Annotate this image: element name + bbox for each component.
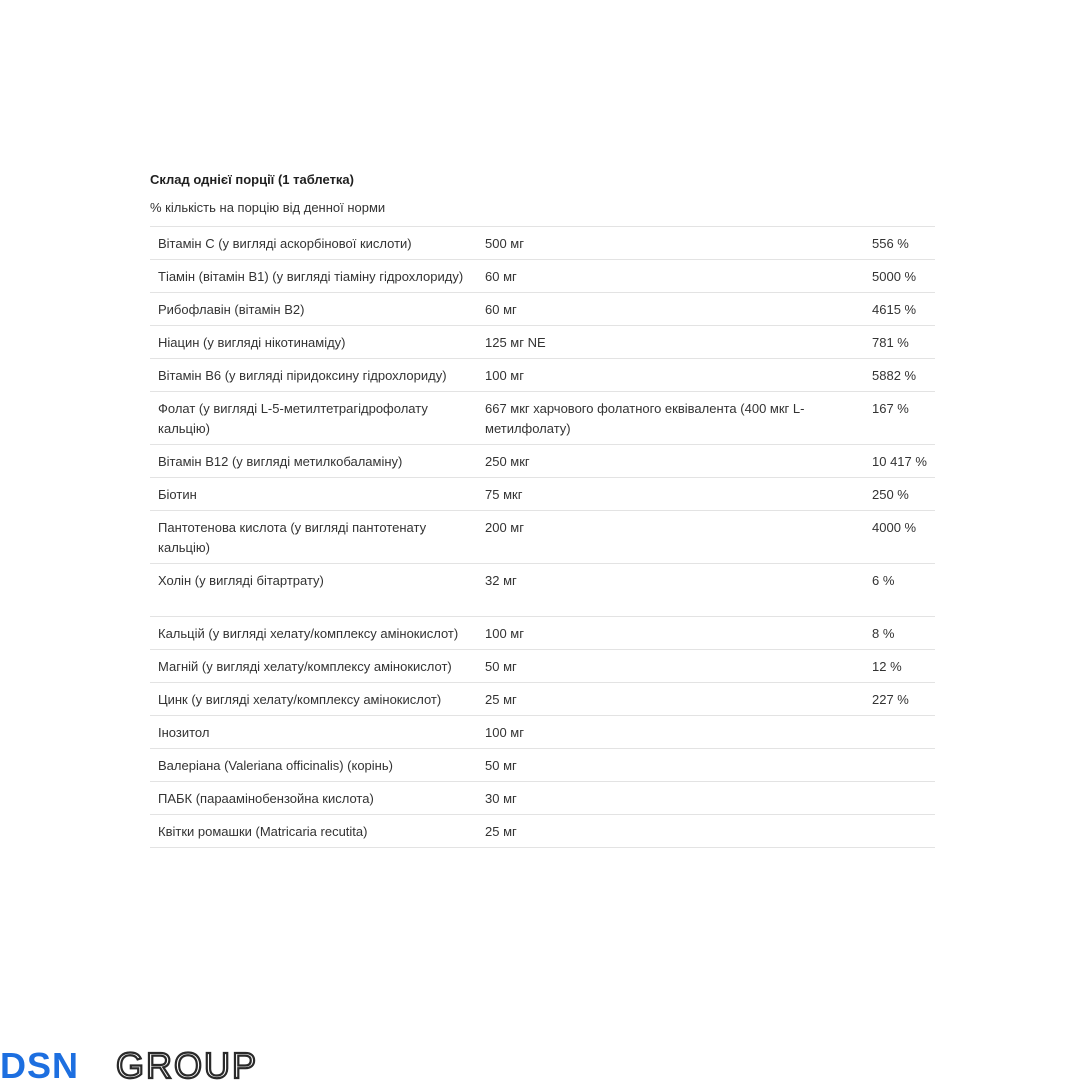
ingredient-name: Холін (у вигляді бітартрату) [150, 564, 477, 617]
ingredient-name: ПАБК (параамінобензойна кислота) [150, 782, 477, 815]
serving-title: Склад однієї порції (1 таблетка) [150, 172, 354, 187]
table-row [150, 511, 935, 564]
ingredient-daily-value: 8 % [864, 617, 935, 650]
ingredient-amount: 32 мг [477, 564, 864, 617]
ingredient-amount: 667 мкг харчового фолатного еквівалента (400 мкг L-метилфолату) [477, 392, 864, 445]
ingredient-name: Ніацин (у вигляді нікотинаміду) [150, 326, 477, 359]
ingredient-daily-value: 5882 % [864, 359, 935, 392]
table-row [150, 716, 935, 749]
table-row [150, 445, 935, 478]
ingredient-amount: 60 мг [477, 293, 864, 326]
table-row [150, 617, 935, 650]
table-row [150, 650, 935, 683]
ingredient-amount: 125 мг NE [477, 326, 864, 359]
table-row [150, 326, 935, 359]
table-row [150, 683, 935, 716]
nutrition-panel [150, 166, 935, 848]
ingredient-name: Вітамін C (у вигляді аскорбінової кислоти) [150, 227, 477, 260]
ingredient-amount: 75 мкг [477, 478, 864, 511]
ingredient-name: Валеріана (Valeriana officinalis) (корінь) [150, 749, 477, 782]
ingredient-daily-value: 4000 % [864, 511, 935, 564]
ingredient-daily-value: 4615 % [864, 293, 935, 326]
table-row [150, 392, 935, 445]
table-row [150, 478, 935, 511]
ingredient-daily-value: 227 % [864, 683, 935, 716]
ingredient-name: Вітамін B12 (у вигляді метилкобаламіну) [150, 445, 477, 478]
table-row [150, 564, 935, 617]
ingredient-daily-value [864, 716, 935, 749]
logo-dsn-text: DSN [0, 1048, 80, 1082]
ingredient-name: Тіамін (вітамін B1) (у вигляді тіаміну гідрохлориду) [150, 260, 477, 293]
ingredient-name: Рибофлавін (вітамін B2) [150, 293, 477, 326]
ingredient-daily-value: 250 % [864, 478, 935, 511]
ingredient-daily-value [864, 782, 935, 815]
ingredient-daily-value: 5000 % [864, 260, 935, 293]
ingredient-amount: 25 мг [477, 815, 864, 848]
ingredient-name: Пантотенова кислота (у вигляді пантотенату кальцію) [150, 511, 477, 564]
logo-group-text: GROUP [116, 1048, 259, 1082]
ingredient-name: Інозитол [150, 716, 477, 749]
ingredient-amount: 25 мг [477, 683, 864, 716]
ingredient-amount: 50 мг [477, 749, 864, 782]
ingredient-amount: 50 мг [477, 650, 864, 683]
ingredient-name: Біотин [150, 478, 477, 511]
ingredient-daily-value [864, 749, 935, 782]
ingredient-amount: 500 мг [477, 227, 864, 260]
ingredient-amount: 250 мкг [477, 445, 864, 478]
ingredient-daily-value [864, 815, 935, 848]
ingredient-daily-value: 167 % [864, 392, 935, 445]
table-row [150, 227, 935, 260]
ingredient-amount: 60 мг [477, 260, 864, 293]
ingredient-daily-value: 12 % [864, 650, 935, 683]
ingredient-name: Кальцій (у вигляді хелату/комплексу амінокислот) [150, 617, 477, 650]
table-row [150, 260, 935, 293]
ingredient-amount: 100 мг [477, 617, 864, 650]
nutrition-table [150, 226, 935, 848]
table-row [150, 293, 935, 326]
ingredient-name: Вітамін B6 (у вигляді піридоксину гідрохлориду) [150, 359, 477, 392]
ingredient-name: Фолат (у вигляді L-5-метилтетрагідрофолату кальцію) [150, 392, 477, 445]
table-row [150, 815, 935, 848]
ingredient-amount: 100 мг [477, 716, 864, 749]
table-row [150, 749, 935, 782]
table-row [150, 782, 935, 815]
ingredient-name: Квітки ромашки (Matricaria recutita) [150, 815, 477, 848]
ingredient-name: Магній (у вигляді хелату/комплексу амінокислот) [150, 650, 477, 683]
ingredient-amount: 100 мг [477, 359, 864, 392]
ingredient-amount: 30 мг [477, 782, 864, 815]
daily-value-note: % кількість на порцію від денної норми [150, 200, 386, 215]
ingredient-daily-value: 556 % [864, 227, 935, 260]
ingredient-daily-value: 781 % [864, 326, 935, 359]
ingredient-daily-value: 10 417 % [864, 445, 935, 478]
ingredient-daily-value: 6 % [864, 564, 935, 617]
table-row [150, 359, 935, 392]
ingredient-amount: 200 мг [477, 511, 864, 564]
dsn-group-logo [0, 1048, 330, 1082]
ingredient-name: Цинк (у вигляді хелату/комплексу амінокислот) [150, 683, 477, 716]
